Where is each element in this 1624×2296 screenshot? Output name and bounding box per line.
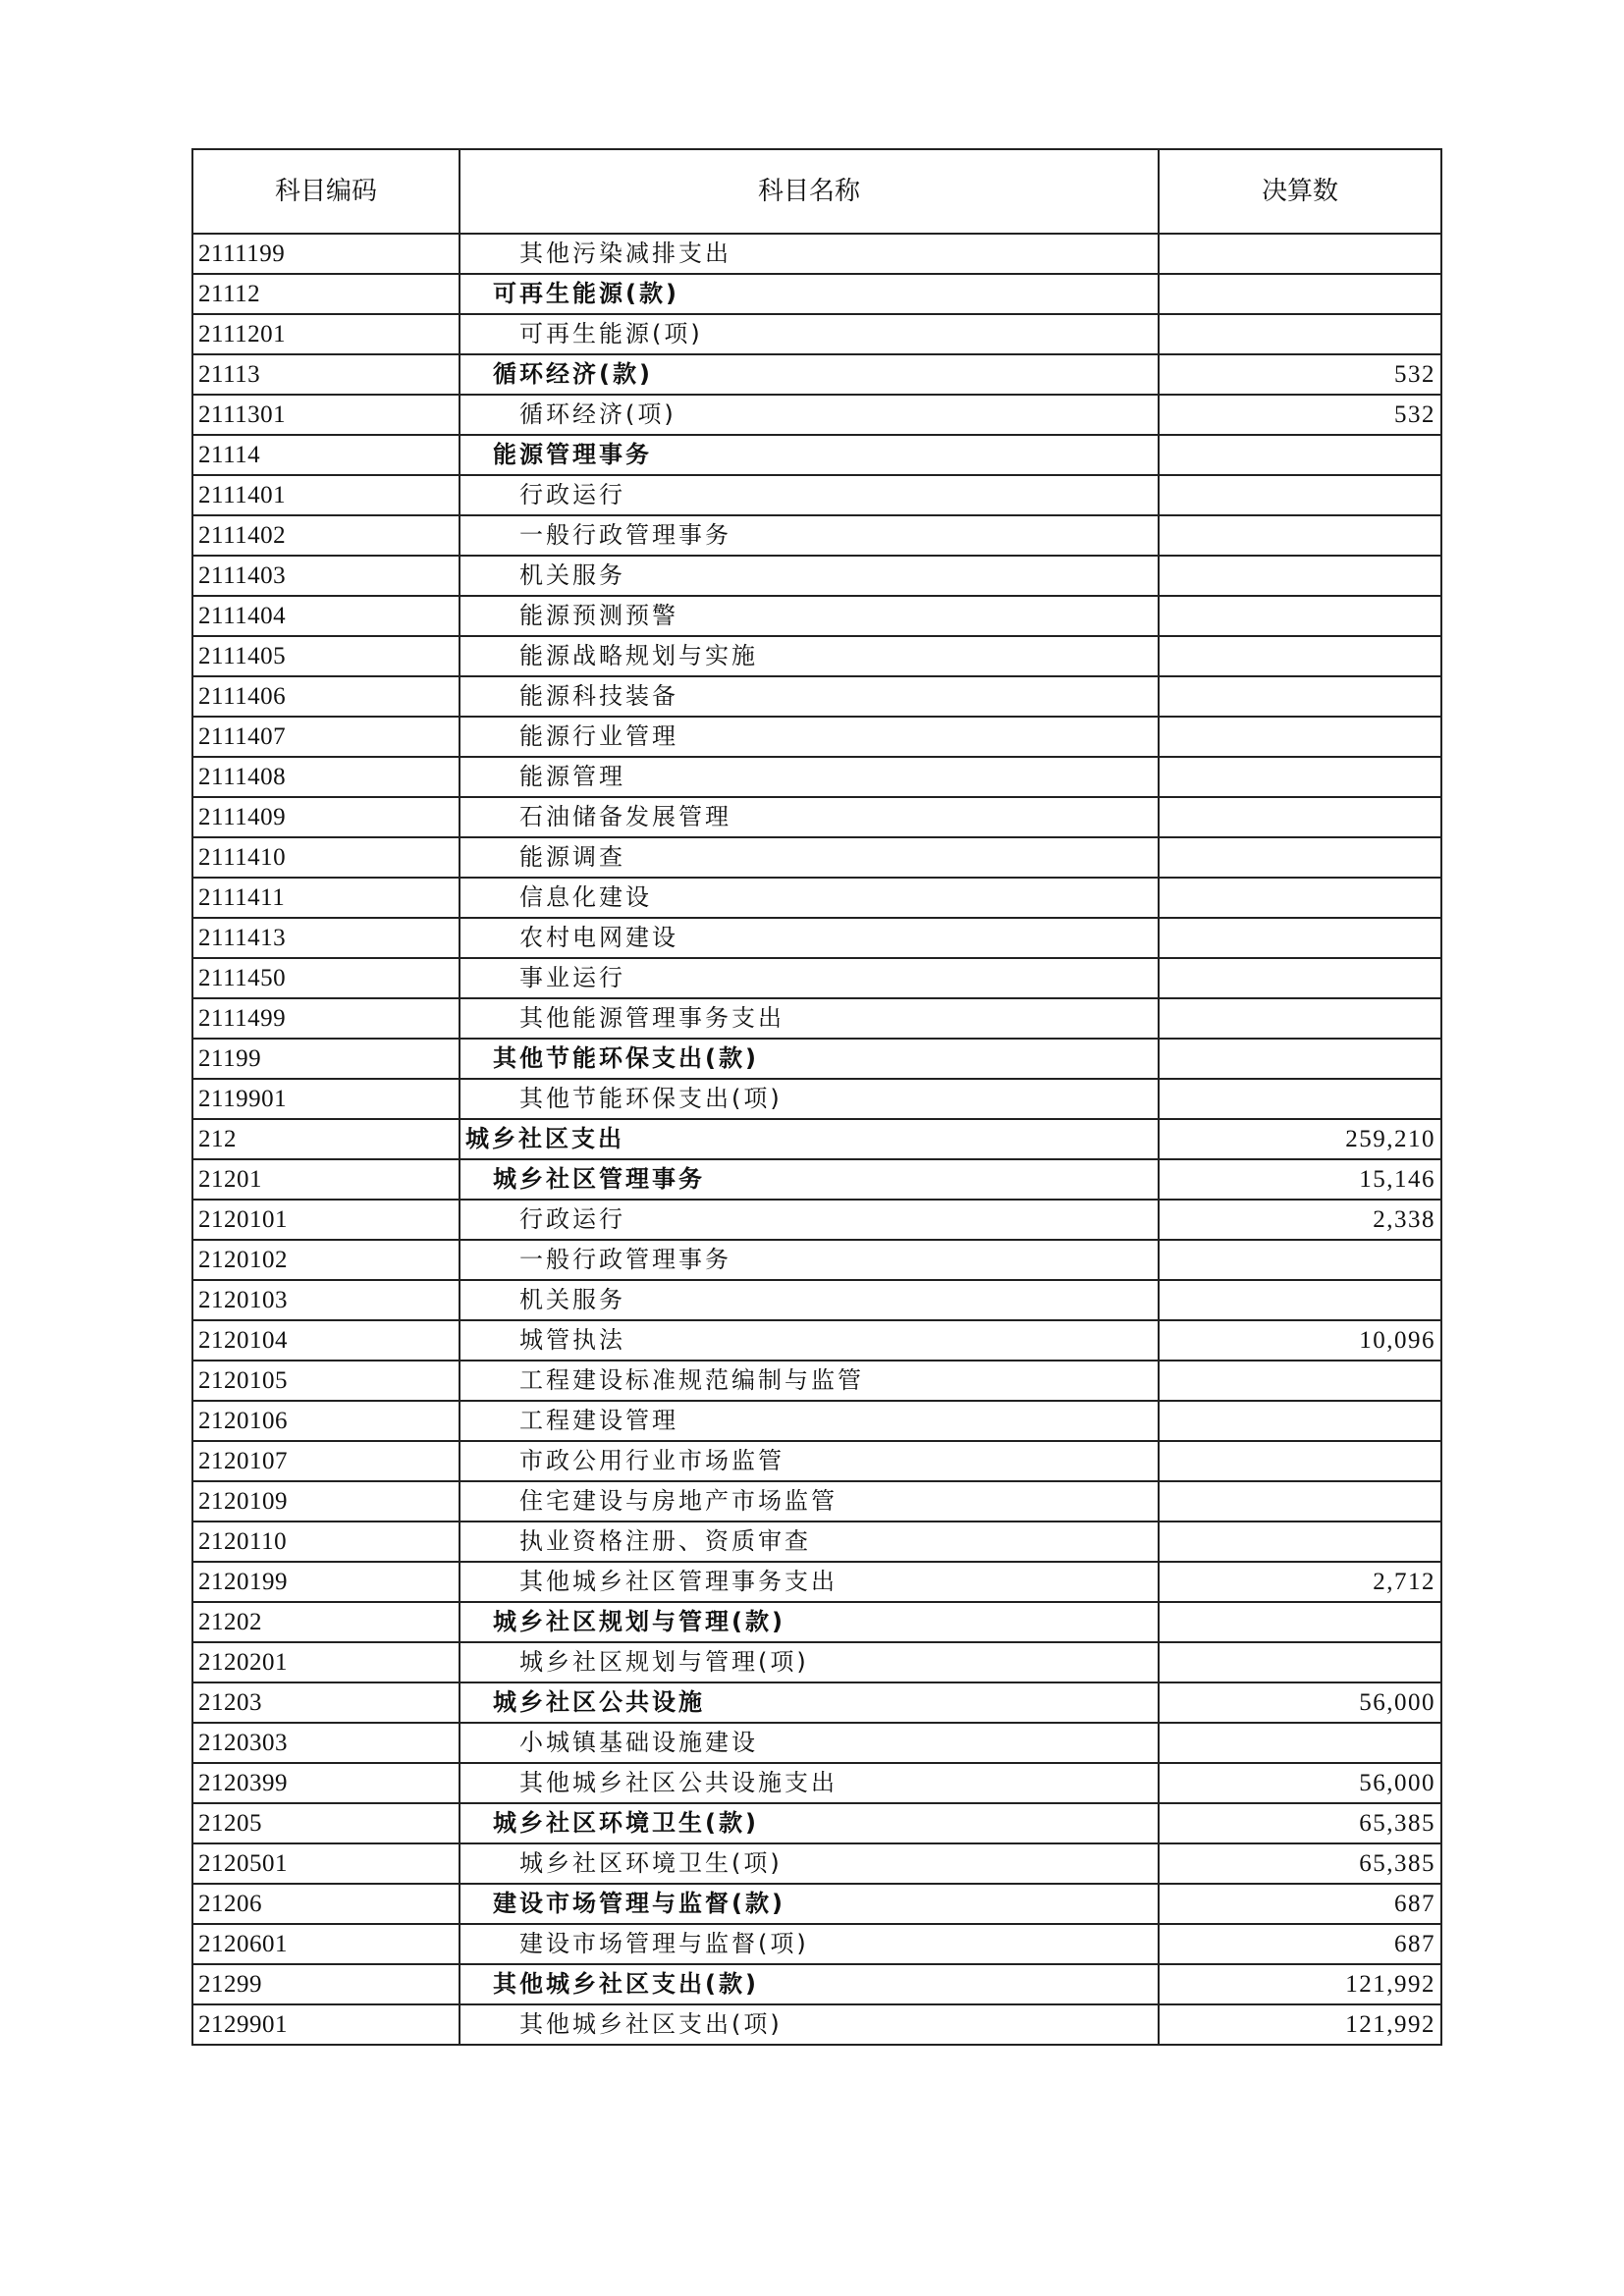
table-row [192,1884,1441,1924]
row-amount [1159,1039,1441,1079]
table-row [192,1280,1441,1320]
row-amount [1159,717,1441,757]
row-name: 小城镇基础设施建设 [460,1723,1159,1763]
row-code: 2120110 [192,1522,460,1562]
row-code: 2120109 [192,1481,460,1522]
row-amount [1159,1240,1441,1280]
row-code: 21114 [192,435,460,475]
row-name: 城乡社区公共设施 [460,1682,1159,1723]
row-code: 2119901 [192,1079,460,1119]
row-name: 其他节能环保支出(款) [460,1039,1159,1079]
row-amount: 65,385 [1159,1803,1441,1843]
row-code: 2111404 [192,596,460,636]
row-code: 2111406 [192,676,460,717]
table-row [192,1602,1441,1642]
row-amount [1159,556,1441,596]
row-code: 2111409 [192,797,460,837]
table-header [192,149,1441,234]
row-amount [1159,837,1441,878]
row-amount: 2,712 [1159,1562,1441,1602]
table-row [192,1401,1441,1441]
row-amount [1159,475,1441,515]
row-amount [1159,234,1441,274]
row-amount [1159,1401,1441,1441]
row-code: 2111499 [192,998,460,1039]
table-row [192,676,1441,717]
table-row [192,1843,1441,1884]
row-name: 信息化建设 [460,878,1159,918]
row-name: 农村电网建设 [460,918,1159,958]
header-name: 科目名称 [460,149,1159,234]
table-row [192,797,1441,837]
row-amount: 56,000 [1159,1682,1441,1723]
row-name: 城乡社区管理事务 [460,1159,1159,1200]
row-code: 2111402 [192,515,460,556]
row-name: 建设市场管理与监督(款) [460,1884,1159,1924]
table-row [192,837,1441,878]
row-name: 行政运行 [460,1200,1159,1240]
table-row [192,1964,1441,2004]
row-code: 2120303 [192,1723,460,1763]
row-amount [1159,1441,1441,1481]
row-name: 事业运行 [460,958,1159,998]
row-name: 建设市场管理与监督(项) [460,1924,1159,1964]
table-row [192,717,1441,757]
row-name: 城乡社区环境卫生(项) [460,1843,1159,1884]
row-amount [1159,435,1441,475]
table-row [192,636,1441,676]
row-amount: 2,338 [1159,1200,1441,1240]
table-row [192,1119,1441,1159]
row-amount: 10,096 [1159,1320,1441,1361]
row-name: 其他城乡社区支出(款) [460,1964,1159,2004]
row-name: 城乡社区规划与管理(项) [460,1642,1159,1682]
row-name: 机关服务 [460,1280,1159,1320]
row-code: 21201 [192,1159,460,1200]
row-amount: 259,210 [1159,1119,1441,1159]
row-amount: 532 [1159,395,1441,435]
row-amount [1159,1642,1441,1682]
row-code: 2111411 [192,878,460,918]
row-amount [1159,757,1441,797]
row-amount [1159,314,1441,354]
row-name: 工程建设标准规范编制与监管 [460,1361,1159,1401]
row-code: 21112 [192,274,460,314]
row-name: 其他城乡社区支出(项) [460,2004,1159,2045]
row-name: 循环经济(项) [460,395,1159,435]
table-row [192,1441,1441,1481]
table-row [192,515,1441,556]
row-name: 执业资格注册、资质审查 [460,1522,1159,1562]
table-row [192,395,1441,435]
header-code: 科目编码 [192,149,460,234]
row-name: 城乡社区支出 [460,1119,1159,1159]
row-name: 能源行业管理 [460,717,1159,757]
row-code: 2120104 [192,1320,460,1361]
row-amount [1159,515,1441,556]
row-code: 2120103 [192,1280,460,1320]
row-code: 2129901 [192,2004,460,2045]
row-code: 2111407 [192,717,460,757]
row-code: 2111413 [192,918,460,958]
table-row [192,475,1441,515]
row-name: 城乡社区环境卫生(款) [460,1803,1159,1843]
row-name: 其他污染减排支出 [460,234,1159,274]
row-code: 2120101 [192,1200,460,1240]
row-amount [1159,274,1441,314]
row-code: 2111301 [192,395,460,435]
row-code: 21113 [192,354,460,395]
row-amount [1159,676,1441,717]
row-amount [1159,636,1441,676]
table-row [192,1200,1441,1240]
table-row [192,1763,1441,1803]
row-amount: 121,992 [1159,2004,1441,2045]
row-amount [1159,596,1441,636]
row-code: 2111199 [192,234,460,274]
row-name: 其他城乡社区公共设施支出 [460,1763,1159,1803]
row-name: 循环经济(款) [460,354,1159,395]
table-row [192,1924,1441,1964]
row-code: 21206 [192,1884,460,1924]
row-code: 21199 [192,1039,460,1079]
row-code: 2120106 [192,1401,460,1441]
row-code: 21205 [192,1803,460,1843]
row-name: 能源科技装备 [460,676,1159,717]
row-name: 其他能源管理事务支出 [460,998,1159,1039]
row-code: 2111201 [192,314,460,354]
row-code: 2120201 [192,1642,460,1682]
row-name: 一般行政管理事务 [460,1240,1159,1280]
row-name: 一般行政管理事务 [460,515,1159,556]
row-code: 2120501 [192,1843,460,1884]
row-code: 2120107 [192,1441,460,1481]
row-amount [1159,878,1441,918]
table-row [192,1562,1441,1602]
row-amount: 121,992 [1159,1964,1441,2004]
row-code: 2120102 [192,1240,460,1280]
row-amount [1159,918,1441,958]
row-code: 2111401 [192,475,460,515]
row-code: 2111403 [192,556,460,596]
row-amount: 15,146 [1159,1159,1441,1200]
row-amount [1159,1522,1441,1562]
row-amount: 56,000 [1159,1763,1441,1803]
row-name: 行政运行 [460,475,1159,515]
row-amount [1159,1602,1441,1642]
budget-table [191,148,1442,2046]
table-row [192,1522,1441,1562]
table-row [192,1723,1441,1763]
row-name: 可再生能源(款) [460,274,1159,314]
row-name: 石油储备发展管理 [460,797,1159,837]
table-row [192,1320,1441,1361]
row-code: 2120199 [192,1562,460,1602]
row-name: 其他节能环保支出(项) [460,1079,1159,1119]
row-amount: 687 [1159,1924,1441,1964]
table-row [192,1039,1441,1079]
row-name: 其他城乡社区管理事务支出 [460,1562,1159,1602]
row-code: 2111408 [192,757,460,797]
row-amount [1159,1280,1441,1320]
header-amount: 决算数 [1159,149,1441,234]
table-row [192,274,1441,314]
row-name: 城乡社区规划与管理(款) [460,1602,1159,1642]
row-amount [1159,1079,1441,1119]
row-amount [1159,998,1441,1039]
table-row [192,1079,1441,1119]
row-name: 可再生能源(项) [460,314,1159,354]
row-name: 住宅建设与房地产市场监管 [460,1481,1159,1522]
row-name: 市政公用行业市场监管 [460,1441,1159,1481]
row-code: 21203 [192,1682,460,1723]
table-row [192,1240,1441,1280]
table-body [192,234,1441,2045]
table-row [192,757,1441,797]
row-amount [1159,1723,1441,1763]
table-row [192,314,1441,354]
table-row [192,1481,1441,1522]
table-row [192,1159,1441,1200]
table-row [192,1642,1441,1682]
row-name: 能源管理事务 [460,435,1159,475]
row-name: 城管执法 [460,1320,1159,1361]
row-name: 工程建设管理 [460,1401,1159,1441]
row-name: 机关服务 [460,556,1159,596]
table-row [192,234,1441,274]
row-amount: 687 [1159,1884,1441,1924]
row-code: 2120601 [192,1924,460,1964]
table-row [192,1803,1441,1843]
table-row [192,918,1441,958]
row-amount [1159,1361,1441,1401]
row-amount [1159,1481,1441,1522]
table-row [192,1682,1441,1723]
row-code: 2120399 [192,1763,460,1803]
table-row [192,556,1441,596]
row-code: 2111450 [192,958,460,998]
table-row [192,596,1441,636]
table-row [192,2004,1441,2045]
row-code: 2111405 [192,636,460,676]
row-name: 能源战略规划与实施 [460,636,1159,676]
table-row [192,878,1441,918]
table-row [192,435,1441,475]
row-amount: 65,385 [1159,1843,1441,1884]
table-row [192,958,1441,998]
row-name: 能源调查 [460,837,1159,878]
table-row [192,1361,1441,1401]
row-code: 21299 [192,1964,460,2004]
table-row [192,998,1441,1039]
row-code: 21202 [192,1602,460,1642]
row-code: 2111410 [192,837,460,878]
table-row [192,354,1441,395]
row-code: 2120105 [192,1361,460,1401]
row-name: 能源预测预警 [460,596,1159,636]
row-amount [1159,958,1441,998]
row-amount: 532 [1159,354,1441,395]
row-amount [1159,797,1441,837]
row-code: 212 [192,1119,460,1159]
row-name: 能源管理 [460,757,1159,797]
